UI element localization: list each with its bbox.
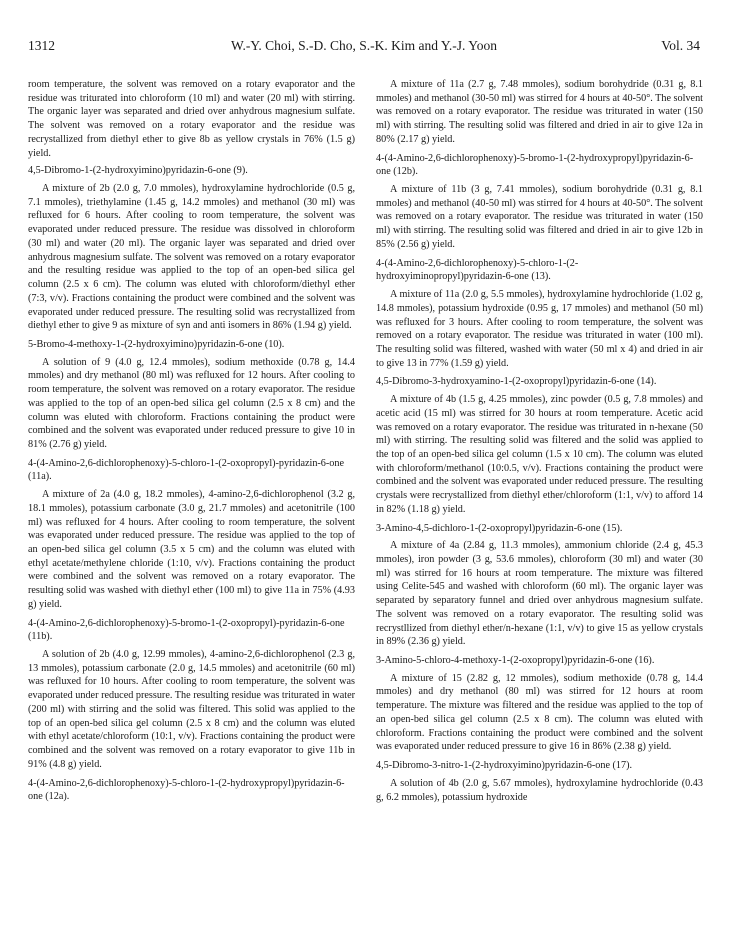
section-heading: 4-(4-Amino-2,6-dichlorophenoxy)-5-chloro-1-(2-hydroxyiminopropyl)pyridazin-6-one (13). bbox=[376, 257, 579, 283]
paragraph: A mixture of 4a (2.84 g, 11.3 mmoles), ammonium chloride (2.4 g, 45.3 mmoles), iron powder (3 g, 53.6 mmoles), chloroform (30 ml) and water (30 ml) was stirred for 16 hours at room temperature. The mixture was filtered using Celite-545 and washed with chloroform (60 ml). The organic layer was separated by separatory funnel and dried over anhydrous magnesium sulfate. The solvent was removed on a rotary evaporator. The resulting solid was recrystllized from diethyl ether/n-hexane (1:1, v/v) to give 15 as yellow crystals in 89% (2.36 g) yield. bbox=[376, 540, 703, 648]
section-heading: 4-(4-Amino-2,6-dichlorophenoxy)-5-bromo-1-(2-oxopropyl)-pyridazin-6-one (11b). bbox=[28, 617, 345, 643]
paragraph: A solution of 4b (2.0 g, 5.67 mmoles), hydroxylamine hydrochloride (0.43 g, 6.2 mmoles), potassium hydroxide bbox=[376, 777, 703, 803]
running-authors: W.-Y. Choi, S.-D. Cho, S.-K. Kim and Y.-J. Yoon bbox=[231, 38, 497, 53]
section-heading: 4-(4-Amino-2,6-dichlorophenoxy)-5-bromo-1-(2-hydroxypropyl)pyridazin-6-one (12b). bbox=[376, 152, 694, 178]
section-heading: 4,5-Dibromo-1-(2-hydroxyimino)pyridazin-6-one (9). bbox=[28, 165, 248, 177]
section-heading: 4,5-Dibromo-3-nitro-1-(2-hydroxyimino)pyridazin-6-one (17). bbox=[376, 760, 633, 772]
paragraph: A mixture of 11a (2.0 g, 5.5 mmoles), hydroxylamine hydrochloride (1.02 g, 14.8 mmoles), potassium hydroxide (0.95 g, 17 mmoles) and methanol (50 ml) was refluxed for 3 hours. After cooling to room temperature, the solvent was removed on a rotary evaporator. The residue was triturated in water (100 ml). The resulting solid was filtered, washed with water (50 ml x 4) and dried in air to give 13 in 77% (1.59 g) yield. bbox=[376, 289, 703, 369]
paragraph: room temperature, the solvent was removed on a rotary evaporator and the residue was triturated into chloroform (10 ml) and water (20 ml) with stirring. The organic layer was separated and dried over anhydrous magnesium sulfate. The solvent was removed on a rotary evaporator and the residue was recrystallized from diethyl ether to give 8b as yellow crystals in 76% (1.5 g) yield. bbox=[28, 79, 355, 159]
paragraph: A mixture of 15 (2.82 g, 12 mmoles), sodium methoxide (0.78 g, 14.4 mmoles) and dry methanol (80 ml) was stirred for 12 hours at room temperature. The mixture was filtered and the residue was applied to the top of an open-bed silica gel column (2.5 x 8 cm). The column was eluted with chloroform. Fractions containing the product were combined and the solvent was evaporated under reduced pressure to give 16 in 86% (2.38 g) yield. bbox=[376, 672, 703, 753]
page-number: 1312 bbox=[28, 38, 55, 53]
section-heading: 4-(4-Amino-2,6-dichlorophenoxy)-5-chloro-1-(2-hydroxypropyl)pyridazin-6-one (12a). bbox=[28, 777, 345, 803]
paragraph: A solution of 2b (4.0 g, 12.99 mmoles), 4-amino-2,6-dichlorophenol (2.3 g, 13 mmoles), potassium carbonate (2.0 g, 14.5 mmoles) and acetonitrile (60 ml) was refluxed for 10 hours. After cooling to room temperature, the solvent was evaporated under reduced pressure. The resulting residue was triturated in water (200 ml) with stirring and the solid was filtered. This solid was applied to the top of an open-bed silica gel column (2.5 x 8 cm) and the column was eluted with ethyl acetate/chloroform (10:1, v/v). Fractions containing the product were combined and the solvent was removed on a rotary evaporator to give 11b in 91% (4.8 g) yield. bbox=[28, 649, 355, 770]
running-header bbox=[28, 38, 700, 58]
volume-label: Vol. 34 bbox=[661, 38, 700, 53]
left-column bbox=[28, 78, 355, 808]
paragraph: A mixture of 4b (1.5 g, 4.25 mmoles), zinc powder (0.5 g, 7.8 mmoles) and acetic acid (15 ml) was stirred for 30 hours at room temperature. Acetic acid was removed on a rotary evaporator. The residue was triturated in n-hexane (50 ml) with stirring. The resulting solid was filtered and the solid was applied to the top of an open-bed silica gel column (1.5 x 10 cm). The column was eluted with chloroform/methanol (10:0.5, v/v). Fractions containing the product were combined and the solvent was evaporated under reduced pressure. The resulting crystals were recrystallized from diethyl ether/chloroform (1:1, v/v) to afford 14 in 82% (1.18 g) yield. bbox=[376, 394, 703, 515]
paragraph: A mixture of 11b (3 g, 7.41 mmoles), sodium borohydride (0.31 g, 8.1 mmoles) and methanol (40-50 ml) was stirred for 4 hours at 40-50°. The solvent was removed on a rotary evaporator. The residue was triturated in water (150 ml) with stirring. The resulting solid was filtered and dried in air to give 12b in 85% (2.56 g) yield. bbox=[376, 184, 703, 250]
section-heading: 5-Bromo-4-methoxy-1-(2-hydroxyimino)pyridazin-6-one (10). bbox=[28, 338, 285, 350]
right-column bbox=[376, 78, 703, 804]
section-heading: 4-(4-Amino-2,6-dichlorophenoxy)-5-chloro-1-(2-oxopropyl)-pyridazin-6-one (11a). bbox=[28, 457, 344, 483]
section-heading: 3-Amino-5-chloro-4-methoxy-1-(2-oxopropyl)pyridazin-6-one (16). bbox=[376, 655, 655, 667]
paragraph: A solution of 9 (4.0 g, 12.4 mmoles), sodium methoxide (0.78 g, 14.4 mmoles) and dry methanol (80 ml) was refluxed for 12 hours. After cooling to room temperature, the solvent was removed on a rotary evaporator. The residue was applied to the top of an open-bed silica gel column (2.5 x 8 cm) and the column was eluted with chloroform. Fractions containing the product were combined and the solvent was evaporated under reduced pressure to give 10 in 81% (2.76 g) yield. bbox=[28, 356, 355, 450]
paragraph: A mixture of 2a (4.0 g, 18.2 mmoles), 4-amino-2,6-dichlorophenol (3.2 g, 18.1 mmoles), potassium carbonate (3.0 g, 21.7 mmoles) and acetonitrile (100 ml) was refluxed for 4 hours. After cooling to room temperature, the solvent was evaporated under reduced pressure. The residue was applied to the top of an open-bed silica gel column (3.5 x 5 cm) and the column was eluted with ethyl acetate/methylene chloride (1:10, v/v). Fractions containing the product were combined and the solvent was removed on a rotary evaporator. The resulting solid was washed with diethyl ether (100 ml) to give 11a in 75% (4.93 g) yield. bbox=[28, 489, 355, 610]
paragraph: A mixture of 11a (2.7 g, 7.48 mmoles), sodium borohydride (0.31 g, 8.1 mmoles) and methanol (30-50 ml) was stirred for 4 hours at 40-50°. The solvent was removed on a rotary evaporator. The residue was triturated in water (150 ml) with stirring. The resulting solid was filtered and dried in air to give 12a in 80% (2.17 g) yield. bbox=[376, 79, 703, 145]
section-heading: 4,5-Dibromo-3-hydroxyamino-1-(2-oxopropyl)pyridazin-6-one (14). bbox=[376, 376, 657, 388]
paragraph: A mixture of 2b (2.0 g, 7.0 mmoles), hydroxylamine hydrochloride (0.5 g, 7.1 mmoles), triethylamine (1.45 g, 14.2 mmoles) and methanol (30 ml) was refluxed for 6 hours. After cooling to room temperature, the solvent was evaporated under reduced pressure. The residue was dissolved in chloroform (30 ml) and water (20 ml). The organic layer was separated and dried over anhydrous magnesium sulfate. The solvent was removed on a rotary evaporator and the resulting residue was applied to the top of an open-bed silica gel column (2.5 x 6 cm). The column was eluted with chloroform/diethyl ether (7:3, v/v). Fractions containing the product were combined and the solvent was evaporated under reduced pressure. The resulting solid was recrystallized from diethyl ether to give 9 as mixture of syn and anti isomers in 86% (1.94 g) yield. bbox=[28, 183, 355, 332]
section-heading: 3-Amino-4,5-dichloro-1-(2-oxopropyl)pyridazin-6-one (15). bbox=[376, 522, 623, 534]
